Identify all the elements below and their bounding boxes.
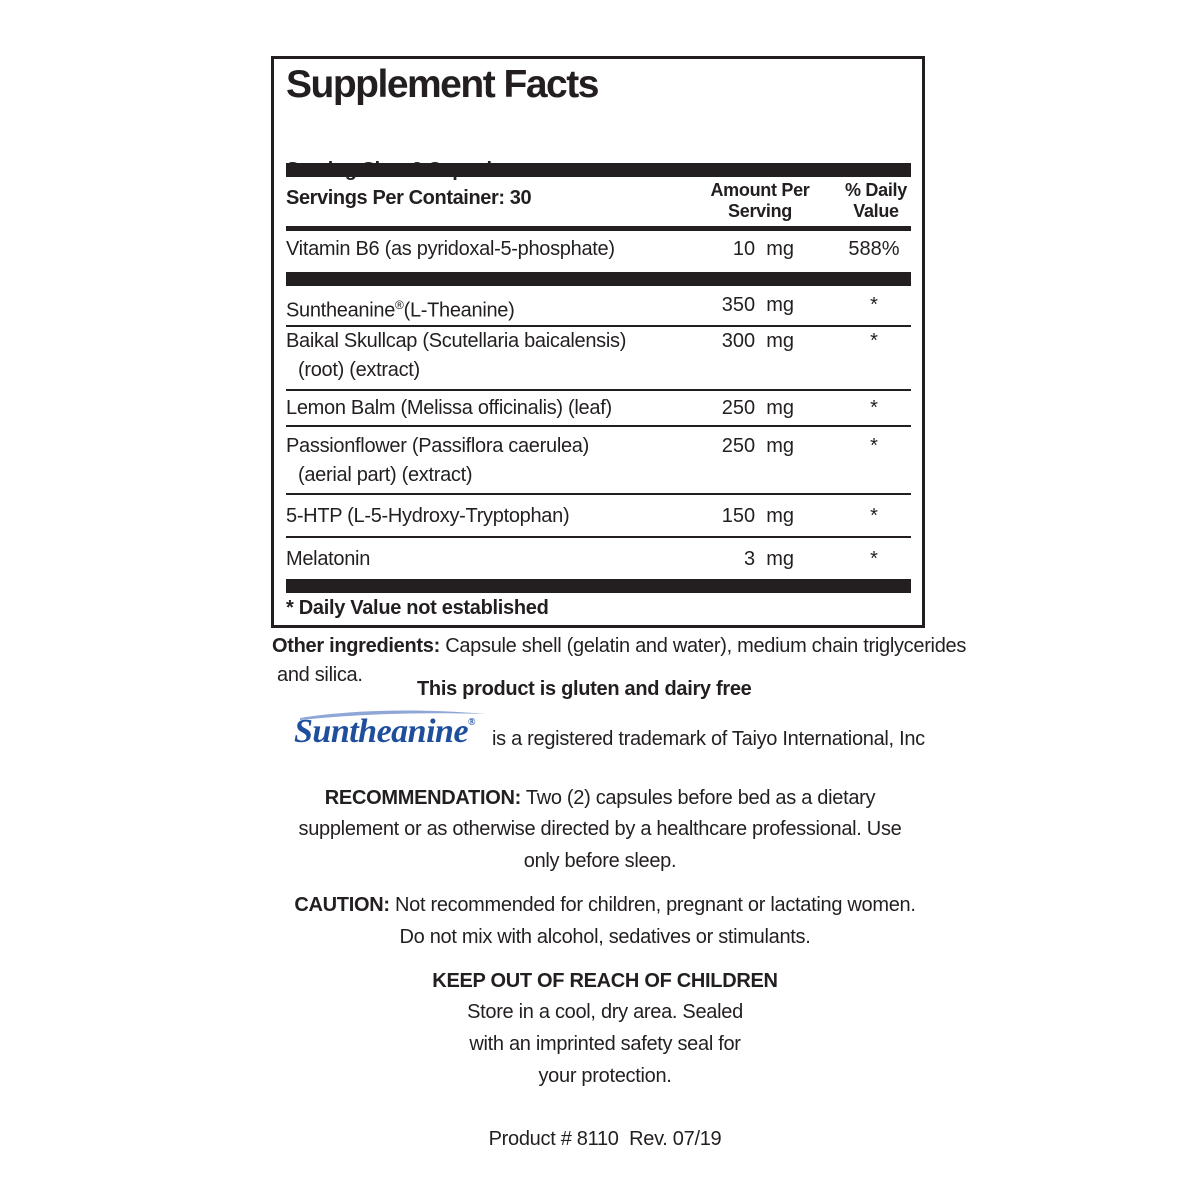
caution-text: Not recommended for children, pregnant or lactating women. — [389, 894, 916, 916]
row-divider — [286, 493, 911, 495]
nutrient-dv: 588% — [848, 238, 900, 260]
ingredient-name: Lemon Balm (Melissa officinalis) (leaf) — [286, 397, 612, 419]
ingredient-name-line2: (aerial part) (extract) — [298, 464, 473, 486]
ingredient-dv: * — [870, 397, 878, 419]
recommendation-line2: supplement or as otherwise directed by a healthcare professional. Use — [298, 818, 902, 840]
ingredient-amount: 300 mg — [721, 330, 794, 352]
daily-value-footnote: * Daily Value not established — [286, 597, 549, 619]
other-ingredients-label: Other ingredients: — [272, 635, 440, 657]
logo-reg-mark: ® — [468, 717, 476, 728]
ingredient-amount: 3 mg — [743, 548, 794, 570]
recommendation-line3: only before sleep. — [523, 850, 677, 872]
row-divider — [286, 536, 911, 538]
recommendation-line1 — [250, 787, 950, 810]
amount-header-line2: Serving — [728, 201, 792, 221]
ingredient-name: Melatonin — [286, 548, 371, 570]
other-ingredients — [272, 635, 966, 658]
nutrient-row-vitamin-b6 — [286, 235, 911, 271]
panel-title: Supplement Facts — [286, 63, 598, 106]
ingredient-name-line2: (root) (extract) — [298, 359, 420, 381]
ingredient-name: Baikal Skullcap (Scutellaria baicalensis) — [286, 330, 627, 352]
amount-per-serving-header — [698, 180, 822, 222]
dv-header-line1: % Daily — [845, 180, 907, 200]
ingredient-dv: * — [870, 330, 878, 352]
recommendation-text: Two (2) capsules before bed as a dietary — [521, 787, 876, 809]
ingredient-amount: 350 mg — [721, 294, 794, 316]
other-ingredients-line2: and silica. — [277, 664, 363, 686]
thick-divider — [286, 579, 911, 593]
thick-divider — [286, 272, 911, 286]
ingredient-dv: * — [870, 435, 878, 457]
supplement-facts-panel — [271, 56, 925, 628]
keep-out-heading: KEEP OUT OF REACH OF CHILDREN — [432, 970, 778, 992]
amount-header-line1: Amount Per — [710, 180, 810, 200]
ingredient-name: Suntheanine®(L-Theanine) — [286, 298, 515, 322]
ingredient-dv: * — [870, 294, 878, 316]
thick-divider — [286, 163, 911, 177]
recommendation-label: RECOMMENDATION: — [324, 787, 521, 809]
servings-per-container: Servings Per Container: 30 — [286, 187, 532, 209]
ingredient-dv: * — [870, 505, 878, 527]
nutrient-amount: 10 mg — [732, 238, 794, 260]
medium-divider — [286, 226, 911, 231]
caution-line2: Do not mix with alcohol, sedatives or stimulants. — [399, 926, 811, 948]
trademark-statement: is a registered trademark of Taiyo International, Inc — [492, 728, 925, 750]
nutrient-name: Vitamin B6 (as pyridoxal-5-phosphate) — [286, 238, 615, 260]
caution-label: CAUTION: — [294, 894, 390, 916]
suntheanine-logo — [294, 713, 475, 751]
ingredient-dv: * — [870, 548, 878, 570]
storage-line2: with an imprinted safety seal for — [469, 1033, 741, 1055]
other-ingredients-text: Capsule shell (gelatin and water), medium chain triglycerides — [439, 635, 967, 657]
product-code: Product # 8110 Rev. 07/19 — [488, 1128, 722, 1150]
row-divider — [286, 389, 911, 391]
dv-header-line2: Value — [853, 201, 899, 221]
caution-line1 — [250, 894, 960, 917]
ingredient-name: Passionflower (Passiflora caerulea) — [286, 435, 589, 457]
ingredient-amount: 250 mg — [721, 397, 794, 419]
daily-value-header — [830, 180, 922, 222]
ingredient-amount: 150 mg — [721, 505, 794, 527]
gluten-dairy-free-statement: This product is gluten and dairy free — [417, 678, 752, 700]
row-divider — [286, 425, 911, 427]
storage-line1: Store in a cool, dry area. Sealed — [467, 1001, 743, 1023]
ingredient-name: 5-HTP (L-5-Hydroxy-Tryptophan) — [286, 505, 570, 527]
ingredient-amount: 250 mg — [721, 435, 794, 457]
logo-text: Suntheanine — [294, 713, 469, 750]
storage-line3: your protection. — [538, 1065, 672, 1087]
